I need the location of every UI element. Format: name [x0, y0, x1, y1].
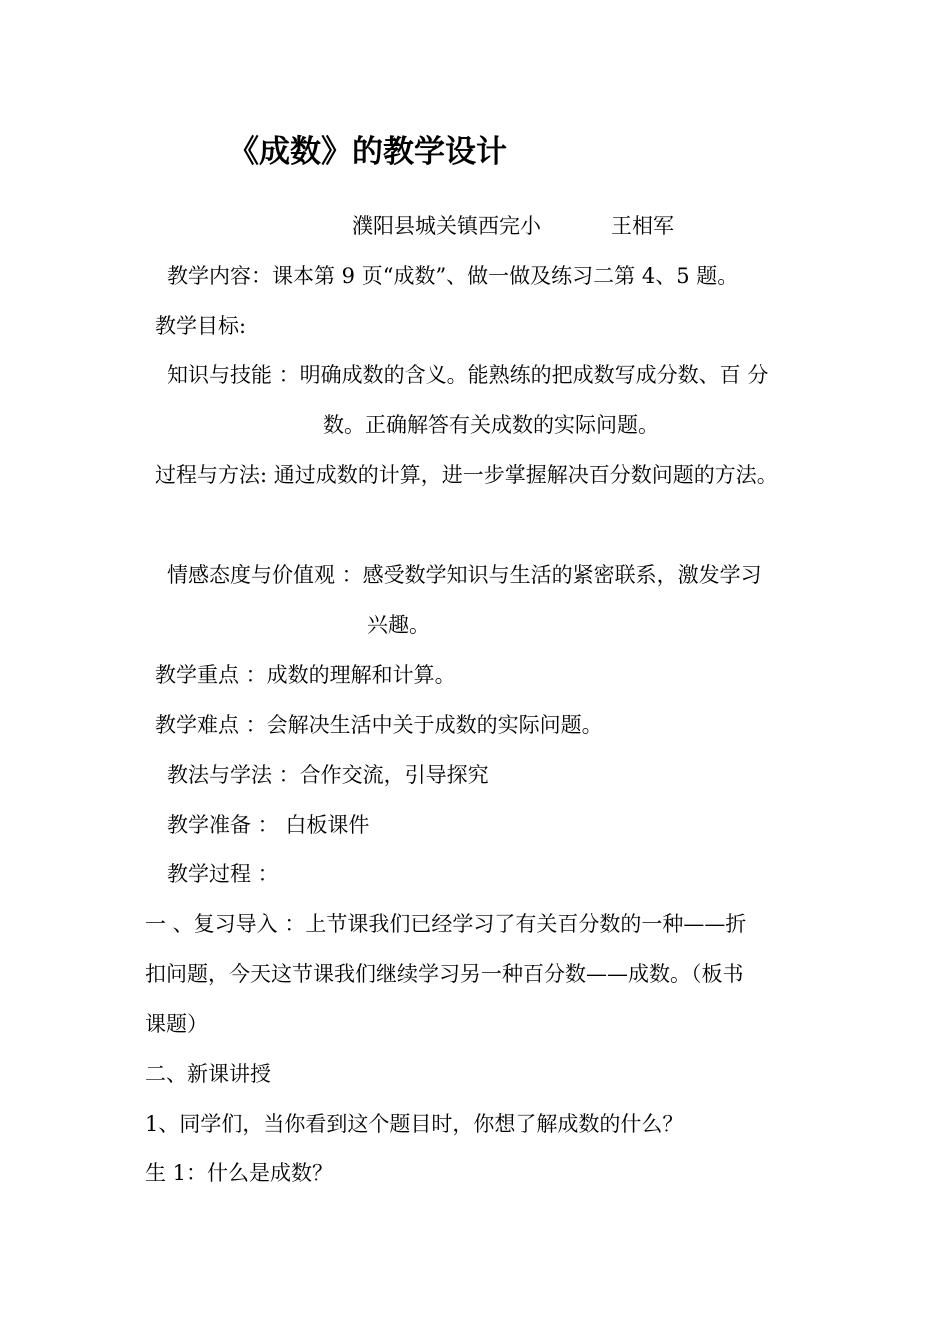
emotion-line-1: 情感态度与价值观 ：感受数学知识与生活的紧密联系，激发学习 — [167, 563, 762, 587]
author-name: 王相军 — [611, 214, 674, 238]
review-line-1: 一 、复习导入 ：上节课我们已经学习了有关百分数的一种——折 — [145, 912, 747, 936]
new-lesson-heading: 二、新课讲授 — [145, 1062, 271, 1086]
school-name: 濮阳县城关镇西完小 — [352, 214, 541, 238]
teaching-prep: 教学准备 ： 白板课件 — [167, 813, 370, 837]
difficulty: 教学难点 ：会解决生活中关于成数的实际问题。 — [155, 713, 603, 737]
document-title: 《成数》的教学设计 — [228, 134, 507, 170]
teaching-method: 教法与学法 ：合作交流，引导探究 — [167, 763, 489, 787]
knowledge-line-1: 知识与技能 ：明确成数的含义。能熟练的把成数写成分数、百 分 — [167, 363, 769, 387]
process-method: 过程与方法: 通过成数的计算，进一步掌握解决百分数问题的方法。 — [155, 463, 778, 487]
procedure-label: 教学过程 ： — [167, 862, 279, 886]
objectives-label: 教学目标: — [155, 314, 247, 338]
byline — [352, 212, 674, 240]
review-line-2: 扣问题，今天这节课我们继续学习另一种百分数——成数。（板书 — [145, 962, 744, 986]
question-1: 1、同学们，当你看到这个题目时，你想了解成数的什么？ — [145, 1112, 684, 1136]
student-1-answer: 生 1：什么是成数？ — [145, 1161, 334, 1185]
emotion-line-2: 兴趣。 — [367, 613, 430, 637]
knowledge-line-2: 数。正确解答有关成数的实际问题。 — [323, 413, 659, 437]
teaching-content: 教学内容：课本第 9 页“成数”、做一做及练习二第 4、5 题。 — [167, 264, 739, 288]
key-point: 教学重点 ：成数的理解和计算。 — [155, 663, 456, 687]
review-line-3: 课题） — [145, 1012, 208, 1036]
